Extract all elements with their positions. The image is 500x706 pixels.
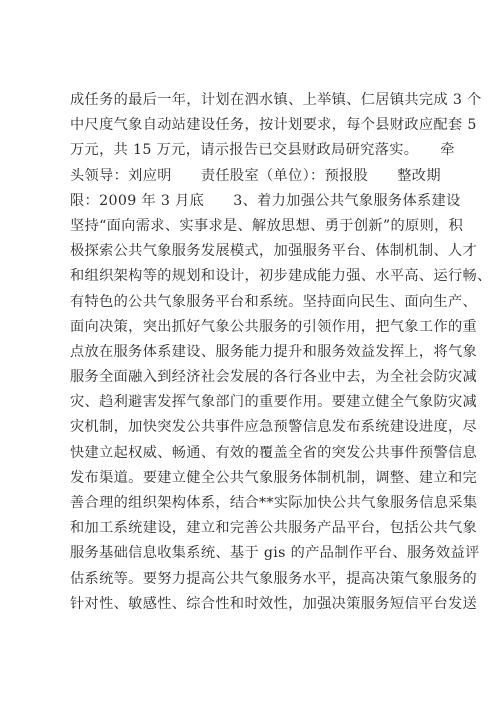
text-line: 发布渠道。要建立健全公共气象服务体制机制，调整、建立和完 <box>70 469 478 486</box>
text-line: 针对性、敏感性、综合性和时效性，加强决策服务短信平台发送 <box>70 595 478 612</box>
text-line: 灾、趋利避害发挥气象部门的重要作用。要建立健全气象防灾减 <box>70 394 478 411</box>
text-line: 有特色的公共气象服务平台和系统。坚持面向民生、面向生产、 <box>70 293 478 310</box>
text-line: 极探索公共气象服务发展模式，加强服务平台、体制机制、人才 <box>70 243 478 260</box>
text-line: 成任务的最后一年，计划在泗水镇、上举镇、仁居镇共完成 3 个 <box>70 92 482 108</box>
text-line: 面向决策，突出抓好气象公共服务的引领作用，把气象工作的重 <box>70 318 478 335</box>
text-line: 服务基础信息收集系统、基于 gis 的产品制作平台、服务效益评 <box>70 545 480 562</box>
text-line: 服务全面融入到经济社会发展的各行各业中去，为全社会防灾减 <box>70 369 478 386</box>
body-text <box>70 88 492 617</box>
text-line: 和组织架构等的规划和设计，初步建成能力强、水平高、运行畅、 <box>70 268 492 285</box>
text-line: 估系统等。要努力提高公共气象服务水平，提高决策气象服务的 <box>70 570 478 587</box>
text-line: 快建立起权威、畅通、有效的覆盖全省的突发公共事件预警信息 <box>70 444 478 461</box>
text-line: 头领导：刘应明 责任股室（单位）：预报股 整改期 <box>70 167 441 184</box>
text-line: 坚持“面向需求、实事求是、解放思想、勇于创新”的原则，积 <box>70 217 464 234</box>
text-line: 善合理的组织架构体系，结合**实际加快公共气象服务信息采集 <box>70 495 478 511</box>
text-line: 和加工系统建设，建立和完善公共服务产品平台，包括公共气象 <box>70 520 478 537</box>
text-line: 中尺度气象自动站建设任务，按计划要求，每个县财政应配套 5 <box>70 117 477 134</box>
text-line: 万元，共 15 万元，请示报告已交县财政局研究落实。 牵 <box>70 142 455 159</box>
text-line: 灾机制，加快突发公共事件应急预警信息发布系统建设进度，尽 <box>70 419 478 436</box>
text-line: 限：2009 年 3 月底 3、着力加强公共气象服务体系建设 <box>70 192 461 209</box>
text-line: 点放在服务体系建设、服务能力提升和服务效益发挥上，将气象 <box>70 343 478 360</box>
